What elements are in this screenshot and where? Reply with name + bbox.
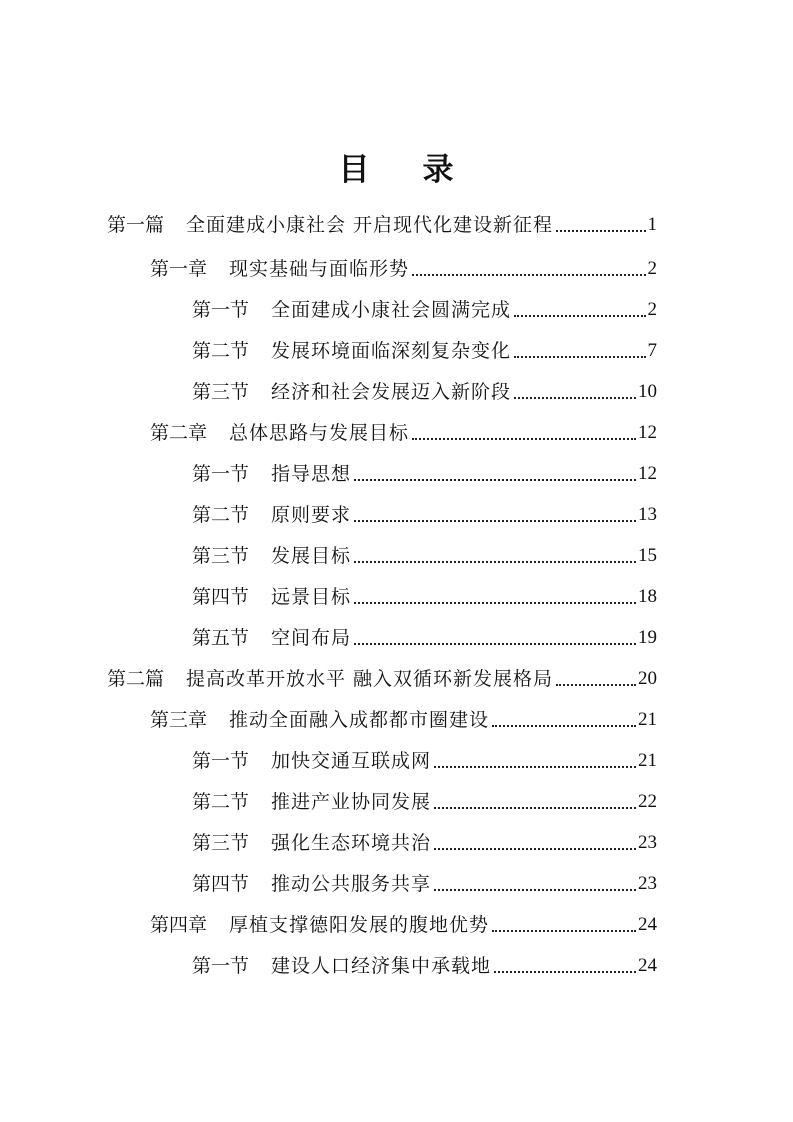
toc-page-number: 24 xyxy=(638,955,657,976)
toc-section[interactable] xyxy=(192,949,657,979)
toc-page-number: 20 xyxy=(638,668,657,689)
toc-label: 第二节 xyxy=(192,340,250,362)
toc-section[interactable] xyxy=(192,580,657,610)
toc-section[interactable] xyxy=(192,498,657,528)
toc-page-number: 2 xyxy=(647,258,657,279)
toc-name: 指导思想 xyxy=(271,463,352,485)
toc-page-number: 18 xyxy=(638,586,657,607)
dot-leader xyxy=(434,889,636,891)
toc-label: 第二章 xyxy=(150,422,208,444)
toc-label: 第一节 xyxy=(192,955,250,977)
dot-leader xyxy=(354,561,636,563)
toc-name: 发展目标 xyxy=(271,545,352,567)
toc-page-number: 21 xyxy=(638,709,657,730)
toc-section[interactable] xyxy=(192,334,657,364)
toc-label: 第二节 xyxy=(192,504,250,526)
toc-section[interactable] xyxy=(192,621,657,651)
toc-page-number: 10 xyxy=(638,381,657,402)
toc-name: 强化生态环境共治 xyxy=(271,832,432,854)
toc-page-number: 15 xyxy=(638,545,657,566)
toc-page-number: 2 xyxy=(647,299,657,320)
dot-leader xyxy=(494,971,636,973)
toc-name: 总体思路与发展目标 xyxy=(229,422,410,444)
toc-label: 第四节 xyxy=(192,586,250,608)
toc-page-number: 23 xyxy=(638,873,657,894)
toc-label: 第一节 xyxy=(192,750,250,772)
title-char-2: 录 xyxy=(422,152,455,188)
dot-leader xyxy=(514,315,645,317)
toc-name: 厚植支撑德阳发展的腹地优势 xyxy=(229,914,490,936)
dot-leader xyxy=(492,930,636,932)
toc-page-number: 13 xyxy=(638,504,657,525)
toc-name: 经济和社会发展迈入新阶段 xyxy=(271,381,512,403)
dot-leader xyxy=(354,479,636,481)
toc-name: 推动全面融入成都都市圈建设 xyxy=(229,709,490,731)
dot-leader xyxy=(434,807,636,809)
toc-chapter-2[interactable] xyxy=(150,416,657,446)
dot-leader xyxy=(514,397,636,399)
toc-part-1[interactable] xyxy=(107,208,657,238)
toc-label: 第二篇 xyxy=(107,668,165,690)
toc-label: 第五节 xyxy=(192,627,250,649)
toc-name: 发展环境面临深刻复杂变化 xyxy=(271,340,512,362)
toc-name: 加快交通互联成网 xyxy=(271,750,432,772)
toc-label: 第一节 xyxy=(192,463,250,485)
toc-page-number: 1 xyxy=(647,214,657,235)
toc-label: 第一节 xyxy=(192,299,250,321)
toc-name: 全面建成小康社会圆满完成 xyxy=(271,299,512,321)
page-title xyxy=(0,150,793,190)
toc-label: 第一篇 xyxy=(107,214,165,236)
toc-chapter-1[interactable] xyxy=(150,252,657,282)
toc-page-number: 12 xyxy=(638,463,657,484)
dot-leader xyxy=(412,274,645,276)
toc-label: 第三节 xyxy=(192,381,250,403)
toc-section[interactable] xyxy=(192,744,657,774)
toc-label: 第三节 xyxy=(192,545,250,567)
toc-section[interactable] xyxy=(192,826,657,856)
toc-name: 推动公共服务共享 xyxy=(271,873,432,895)
dot-leader xyxy=(434,848,636,850)
toc-label: 第四节 xyxy=(192,873,250,895)
dot-leader xyxy=(492,725,636,727)
dot-leader xyxy=(556,230,645,232)
toc-page-number: 23 xyxy=(638,832,657,853)
title-char-1: 目 xyxy=(338,152,371,188)
dot-leader xyxy=(354,602,636,604)
toc-label: 第一章 xyxy=(150,258,208,280)
dot-leader xyxy=(556,684,636,686)
toc-name: 现实基础与面临形势 xyxy=(229,258,410,280)
toc-page-number: 19 xyxy=(638,627,657,648)
toc-section[interactable] xyxy=(192,293,657,323)
dot-leader xyxy=(354,643,636,645)
dot-leader xyxy=(434,766,636,768)
toc-label: 第三章 xyxy=(150,709,208,731)
toc-part-2[interactable] xyxy=(107,662,657,692)
toc-section[interactable] xyxy=(192,375,657,405)
toc-label: 第四章 xyxy=(150,914,208,936)
toc-name: 提高改革开放水平 融入双循环新发展格局 xyxy=(186,668,554,690)
toc-page-number: 12 xyxy=(638,422,657,443)
toc-page-number: 7 xyxy=(647,340,657,361)
toc-name: 建设人口经济集中承载地 xyxy=(271,955,492,977)
toc-label: 第三节 xyxy=(192,832,250,854)
toc-name: 全面建成小康社会 开启现代化建设新征程 xyxy=(186,214,554,236)
toc-page-number: 24 xyxy=(638,914,657,935)
toc-name: 推进产业协同发展 xyxy=(271,791,432,813)
toc-page-number: 22 xyxy=(638,791,657,812)
toc-section[interactable] xyxy=(192,785,657,815)
toc-name: 空间布局 xyxy=(271,627,352,649)
toc-page-number: 21 xyxy=(638,750,657,771)
toc-section[interactable] xyxy=(192,867,657,897)
dot-leader xyxy=(514,356,645,358)
toc-chapter-3[interactable] xyxy=(150,703,657,733)
toc-section[interactable] xyxy=(192,457,657,487)
dot-leader xyxy=(412,438,636,440)
toc-chapter-4[interactable] xyxy=(150,908,657,938)
toc-name: 远景目标 xyxy=(271,586,352,608)
toc-section[interactable] xyxy=(192,539,657,569)
dot-leader xyxy=(354,520,636,522)
toc-label: 第二节 xyxy=(192,791,250,813)
toc-name: 原则要求 xyxy=(271,504,352,526)
